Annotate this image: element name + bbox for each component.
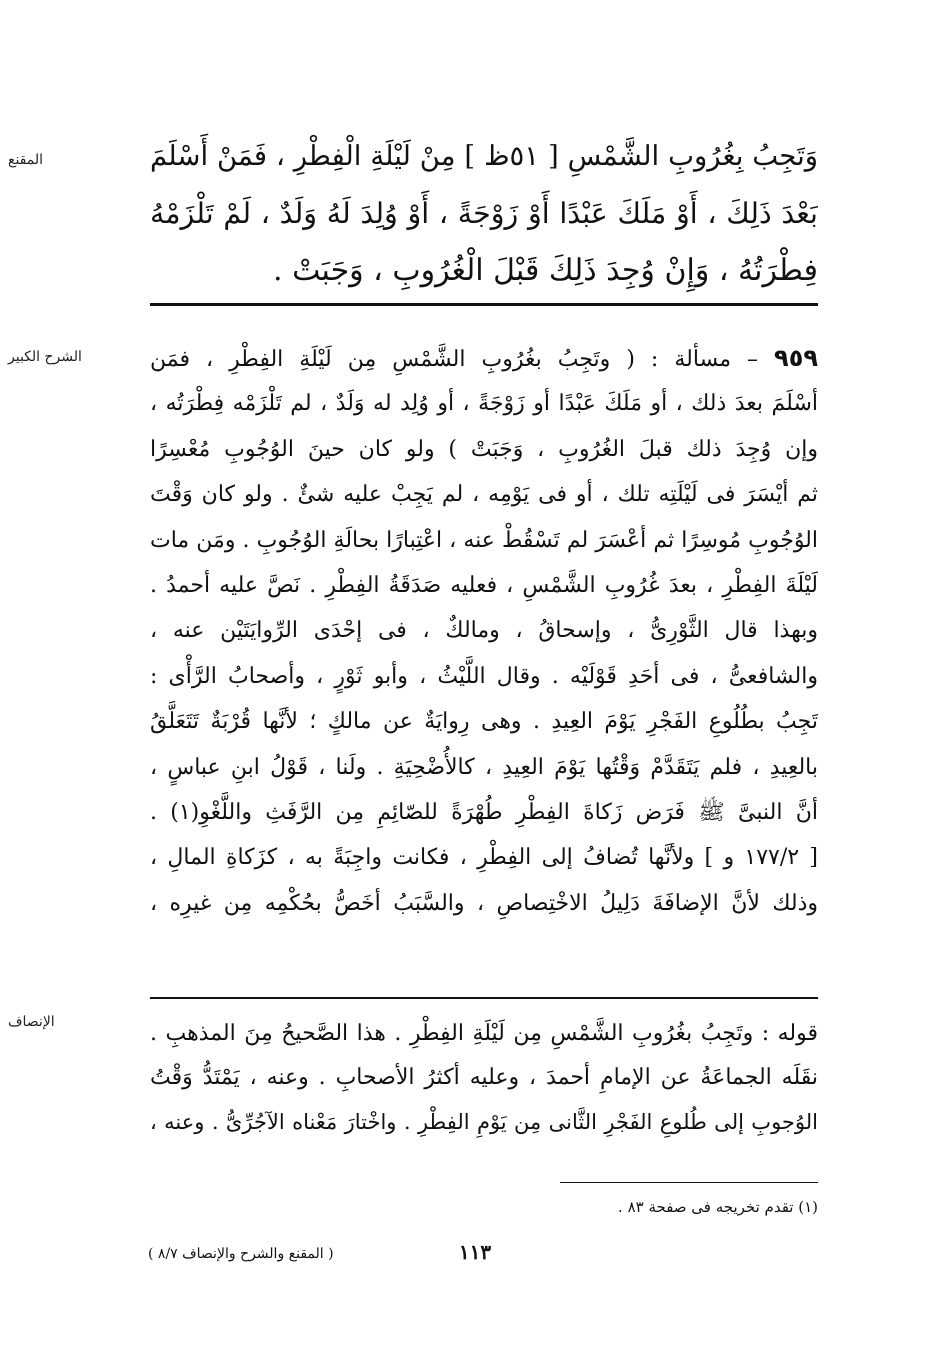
muqni-line: فِطْرَتُهُ ، وَإِنْ وُجِدَ ذَلِكَ قَبْلَ الْغُرُوبِ ، وَجَبَتْ . <box>273 253 818 288</box>
muqni-text <box>150 128 818 299</box>
sharh-line: لَيْلَةَ الفِطْرِ ، بعدَ غُرُوبِ الشَّمْسِ ، فعليه صَدَقَةُ الفِطْرِ . نَصَّ عليه أحمدُ . <box>150 572 818 598</box>
sharh-line: أسْلَمَ بعدَ ذلك ، أو مَلَكَ عَبْدًا أو زَوْجَةً ، أو وُلِد له وَلَدٌ ، لم تَلْزَمْه فِطْرَتُه ، <box>150 391 818 417</box>
sharh-line: وبهذا قال الثَّوْرِىُّ ، وإسحاقُ ، ومالكٌ ، فى إحْدَى الرِّوايَتَيْن عنه ، <box>150 618 818 644</box>
sharh-line: وإن وُجِدَ ذلك قبلَ الغُرُوبِ ، وَجَبَتْ ) ولو كان حينَ الوُجُوبِ مُعْسِرًا <box>150 436 818 462</box>
insaf-text <box>150 1012 818 1144</box>
book-reference: ( المقنع والشرح والإنصاف ٨/٧ ) <box>148 1246 334 1262</box>
sharh-text <box>150 336 818 926</box>
section-divider <box>150 997 818 999</box>
sharh-line: الوُجُوبِ مُوسِرًا ثم أعْسَرَ لم تَسْقُطْ عنه ، اعْتِبارًا بحالَةِ الوُجُوبِ . ومَن مات <box>150 527 818 553</box>
sharh-line: تَجِبُ بطُلُوعِ الفَجْرِ يَوْمَ العِيدِ . وهى رِوايَةٌ عن مالكٍ ؛ لأنَّها قُرْبَةٌ تَتَعَلَّقُ <box>150 709 818 735</box>
label-sharh: الشرح الكبير <box>8 349 82 365</box>
insaf-line: الوُجوبِ إلى طُلوعِ الفَجْرِ الثَّانى مِن يَوْمِ الفِطْرِ . واخْتارَ مَعْناه الآجُرِّىُّ . وعنه ، <box>150 1110 818 1134</box>
muqni-line: بَعْدَ ذَلِكَ ، أَوْ مَلَكَ عَبْدًا أَوْ زَوْجَةً ، أَوْ وُلِدَ لَهُ وَلَدٌ ، لَمْ تَلْزَمْهُ <box>150 197 818 230</box>
label-muqni: المقنع <box>8 152 44 168</box>
label-insaf: الإنصاف <box>8 1014 55 1030</box>
sharh-line: ثم أيْسَرَ فى لَيْلَتِه تلك ، أو فى يَوْمِه ، لم يَجِبْ عليه شئٌ . ولو كان وَقْتَ <box>150 482 818 508</box>
sharh-first-line <box>150 336 818 381</box>
footnote: (١) تقدم تخريجه فى صفحة ٨٣ . <box>618 1198 818 1216</box>
insaf-line: نقَلَه الجماعَةُ عن الإمامِ أحمدَ ، وعليه أكثرُ الأصحابِ . وعنه ، يَمْتَدُّ وَقْتُ <box>150 1065 818 1090</box>
page-number: ١١٣ <box>458 1240 492 1264</box>
sharh-line: أنَّ النبىَّ ﷺ فَرَض زَكاةَ الفِطْرِ طُهْرَةً للصّائِمِ مِن الرَّفَثِ واللَّغْوِ(١) . <box>150 799 818 825</box>
sharh-line: [ ١٧٧/٢ و ] ولأنَّها تُضافُ إلى الفِطْرِ ، فكانت واجِبَةً به ، كزَكاةِ المالِ ، <box>150 845 818 871</box>
section-divider <box>150 303 818 306</box>
sharh-line: وذلك لأنَّ الإضافَةَ دَلِيلُ الاخْتِصاصِ ، والسَّبَبُ أخَصُّ بحُكْمِه مِن غيرِه ، <box>150 890 818 916</box>
insaf-line: قوله : وتَجِبُ بغُرُوبِ الشَّمْسِ مِن لَيْلَةِ الفِطْرِ . هذا الصَّحيحُ مِنَ المذهبِ . <box>150 1021 818 1046</box>
footnote-divider <box>560 1182 818 1183</box>
sharh-line: – مسألة : ( وتَجِبُ بغُرُوبِ الشَّمْسِ مِن لَيْلَةِ الفِطْرِ ، فمَن <box>150 347 759 372</box>
issue-number: ٩٥٩ <box>774 344 818 372</box>
sharh-line: بالعِيدِ ، فلم يَتَقَدَّمْ وَقْتُها يَوْمَ العِيدِ ، كالأُضْحِيَةِ . ولَنا ، قَوْلُ ابنِ عباسٍ ، <box>150 754 818 780</box>
sharh-line: والشافعىُّ ، فى أحَدِ قَوْلَيْه . وقال اللَّيْثُ ، وأبو ثَوْرٍ ، وأصحابُ الرَّأْى : <box>150 663 818 689</box>
muqni-line: وَتَجِبُ بِغُرُوبِ الشَّمْسِ [ ٥١ظ ] مِنْ لَيْلَةِ الْفِطْرِ ، فَمَنْ أَسْلَمَ <box>150 140 818 172</box>
